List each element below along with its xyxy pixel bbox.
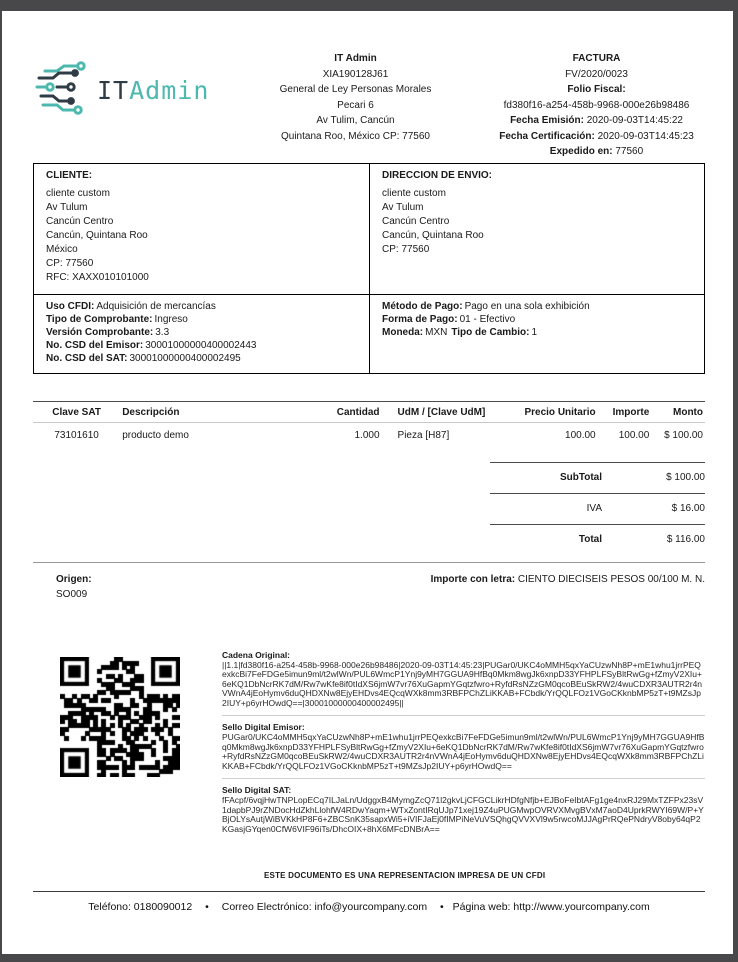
sello-sat-block xyxy=(222,778,705,841)
cliente-line: Cancún Centro xyxy=(46,215,114,227)
seals-column xyxy=(222,648,705,881)
csd-sat: No. CSD del SAT: 30001000000400002495 xyxy=(46,352,241,364)
col-monto: Monto xyxy=(651,401,705,422)
col-udm: UdM / [Clave UdM] xyxy=(382,401,523,422)
iva-value: $ 16.00 xyxy=(671,503,705,514)
cliente-line: México xyxy=(46,243,78,255)
totals-box xyxy=(490,462,705,555)
col-cantidad: Cantidad xyxy=(288,401,382,422)
cliente-line: RFC: XAXX010101000 xyxy=(46,271,149,283)
invoice-page xyxy=(2,11,733,954)
seal-section xyxy=(33,648,705,881)
footer-web: Página web: http://www.yourcompany.com xyxy=(452,901,650,913)
items-table xyxy=(33,401,705,450)
uso-cfdi: Uso CFDI: Adquisición de mercancías xyxy=(46,300,216,312)
company-name: IT Admin xyxy=(334,53,377,64)
col-descripcion: Descripción xyxy=(120,401,288,422)
footer-email: Correo Electrónico: info@yourcompany.com xyxy=(221,901,428,913)
envio-line: Cancún Centro xyxy=(382,215,450,227)
origin-divider xyxy=(33,562,705,563)
cliente-title: CLIENTE: xyxy=(46,169,93,181)
item-cantidad: 1.000 xyxy=(354,429,380,441)
cliente-line: CP: 77560 xyxy=(46,257,94,269)
fiscal-left-block xyxy=(34,295,369,373)
sello-sat-label: Sello Digital SAT: xyxy=(222,785,292,795)
items-header-row xyxy=(33,401,705,422)
subtotal-row xyxy=(490,462,705,493)
company-street: Pecari 6 xyxy=(337,99,374,111)
invoice-header xyxy=(33,51,705,160)
logo-text-it: IT xyxy=(97,76,130,105)
company-info xyxy=(223,51,488,144)
folio-fiscal-label: Folio Fiscal: xyxy=(567,84,626,95)
origin-section xyxy=(33,572,705,602)
item-descripcion: producto demo xyxy=(122,429,189,441)
iva-label: IVA xyxy=(586,503,602,514)
footer-divider xyxy=(33,891,705,892)
envio-block xyxy=(369,164,704,294)
origin-value: SO009 xyxy=(56,588,88,600)
folio-fiscal-value: fd380f16-a254-458b-9968-000e26b98486 xyxy=(503,99,690,111)
tipo-comprobante: Tipo de Comprobante: Ingreso xyxy=(46,313,188,325)
sello-emisor-value: PUGar0/UKC4oMMH5qxYaCUzwNh8P+mE1whu1jrrPEQexkcBi7FeFDGe5imun9ml/t2wlWn/PUL6WmcP1Ynj9yMH7GGUA9HfBq0Mkm8wgJk6xnpD33YFHPLFSyBltRwGg+fZmyV2XIu+6eKQ1DbNcrRK7dM/Rw7wKfe8if0tIdXS6jmW7vr76XuGapmYGqtzfwro+RyfdRsNZzGM0qcoBEuSkRW2/4wuCDXR3AUTR2r4nVWnA4jEoHymv6duQHDXNw8EjyEHDvs4EQcqWXk8mm3RBFPChZLiKKAB+FCbdk/YrQQLFOz1VGoCKknbMP5zT+t9MZsJp2IUY+p6yrHOwdQ== xyxy=(222,732,705,771)
envio-line: cliente custom xyxy=(382,187,446,199)
origin-block xyxy=(56,572,92,602)
company-regime: General de Ley Personas Morales xyxy=(279,84,432,95)
cadena-original-label: Cadena Original: xyxy=(222,649,291,660)
company-logo xyxy=(33,51,223,122)
item-monto: $ 100.00 xyxy=(664,429,703,441)
logo-text-admin: Admin xyxy=(129,76,210,105)
invoice-content xyxy=(2,11,733,880)
amount-in-words-label: Importe con letra: xyxy=(430,573,516,585)
total-row xyxy=(490,524,705,555)
envio-line: Av Tulum xyxy=(382,201,424,213)
invoice-number: FV/2020/0023 xyxy=(565,68,628,80)
origin-label: Origen: xyxy=(56,573,92,585)
amount-in-words-value: CIENTO DIECISEIS PESOS 00/100 M. N. xyxy=(517,573,705,585)
item-precio-unitario: 100.00 xyxy=(565,429,596,441)
envio-line: Cancún, Quintana Roo xyxy=(382,229,484,241)
total-value: $ 116.00 xyxy=(666,534,705,545)
qr-code xyxy=(60,657,180,777)
expedido-en: Expedido en: 77560 xyxy=(549,146,644,157)
item-udm: Pieza [H87] xyxy=(397,429,450,441)
total-label: Total xyxy=(578,534,602,545)
cliente-block xyxy=(34,164,369,294)
cliente-line: Cancún, Quintana Roo xyxy=(46,229,148,241)
itadmin-logo-icon xyxy=(33,59,91,122)
fecha-certificacion: Fecha Certificación: 2020-09-03T14:45:23 xyxy=(499,130,694,142)
item-clave-sat: 73101610 xyxy=(54,429,99,441)
col-precio-unitario: Precio Unitario xyxy=(522,401,597,422)
company-state-cp: Quintana Roo, México CP: 77560 xyxy=(281,130,430,142)
invoice-meta xyxy=(488,51,705,160)
fecha-emision: Fecha Emisión: 2020-09-03T14:45:22 xyxy=(510,115,683,126)
amount-in-words xyxy=(92,572,705,602)
cfdi-representation-notice: ESTE DOCUMENTO ES UNA REPRESENTACION IMPRESA DE UN CFDI xyxy=(264,871,546,880)
cadena-original-value: ||1.1|fd380f16-a254-458b-9968-000e26b98486|2020-09-03T14:45:23|PUGar0/UKC4oMMH5qxYaCUzwNh8P+mE1whu1jrrPEQexkcBi7FeFDGe5imun9ml/t2wlWn/PUL6WmcP1Ynj9yMH7GGUA9HfBq0Mkm8wgJk6xnpD33YFHPLFSyBltRwGg+fZmyV2XIu+6eKQ1DbNcrRK7dM/Rw7wKfe8if0tIdXS6jmW7vr76XuGapmYGqtzfwro+RyfdRsNZzGM0qcoBEuSkRW2/4wuCDXR3AUTR2r4nVWnA4jEoHymv6duQHDXNw8EjyEHDvs4EQcqWXk8mm3RBFPChZLiKKAB+FCbdk/YrQQLFOz1VGoCKknbMP5zT+t9MZsJp2IUY+p6yrHOwdQ==|30001000000400002495|| xyxy=(222,659,703,708)
doc-type: FACTURA xyxy=(572,53,621,64)
cadena-original-block xyxy=(222,648,705,716)
company-rfc: XIA190128J61 xyxy=(322,68,389,80)
address-row xyxy=(34,164,704,294)
col-clave-sat: Clave SAT xyxy=(33,401,120,422)
fiscal-right-block xyxy=(369,295,704,373)
footer-bullet: • xyxy=(440,901,444,913)
client-fiscal-box xyxy=(33,163,705,374)
company-city: Av Tulim, Cancún xyxy=(316,115,395,126)
col-importe: Importe xyxy=(598,401,652,422)
sello-emisor-label: Sello Digital Emisor: xyxy=(222,722,305,732)
item-importe: 100.00 xyxy=(618,429,650,441)
csd-emisor: No. CSD del Emisor: 30001000000400002443 xyxy=(46,339,257,351)
version-comprobante: Versión Comprobante: 3.3 xyxy=(46,326,170,338)
footer-contact xyxy=(33,901,705,913)
subtotal-value: $ 100.00 xyxy=(666,472,705,483)
envio-line: CP: 77560 xyxy=(382,243,430,255)
moneda-cambio: Moneda: MXN Tipo de Cambio: 1 xyxy=(382,326,538,338)
subtotal-label: SubTotal xyxy=(559,472,602,483)
sello-emisor-block xyxy=(222,715,705,778)
cliente-line: Av Tulum xyxy=(46,201,88,213)
item-row xyxy=(33,422,705,450)
forma-pago: Forma de Pago: 01 - Efectivo xyxy=(382,313,516,325)
footer-bullet: • xyxy=(205,901,209,913)
metodo-pago: Método de Pago: Pago en una sola exhibición xyxy=(382,300,590,312)
invoice-footer xyxy=(33,891,705,913)
fiscal-row xyxy=(34,294,704,373)
iva-row xyxy=(490,493,705,524)
sello-sat-value: fFAcpf/6vqjHwTNPLopECq7ILJaLn/UdggxB4MymgZcQ71l2gkvLjCFGCLikrHDfgNfjb+EJBoFeIbtAFg1ge4nxRJ29MxTZFPx23sV1dapbPJ9rZNDocHdZkhLlohfW4RDwYaqm+WTxZontIRqUJp71xej19Z4uPUGMwpOVRVXMvgBVxM7aoD4UprkRWYI69W/P+YBjOLYsAutjWiBVKkHP8F6+ZBCSnK35sapxWi5+iVIFJaEj0fIMPiNeVuVSQhgQVVXVl9w5rwcoMJJAgPrRQePNdryV8oby64qP2KGasjGYqen0CfW6VIF96iTs/DhcOIX+8hX6MFcDNBrA== xyxy=(222,795,704,834)
footer-phone: Teléfono: 0180090012 xyxy=(88,901,193,913)
logo-wordmark xyxy=(97,76,209,105)
envio-title: DIRECCION DE ENVIO: xyxy=(382,169,493,181)
cliente-line: cliente custom xyxy=(46,187,110,199)
